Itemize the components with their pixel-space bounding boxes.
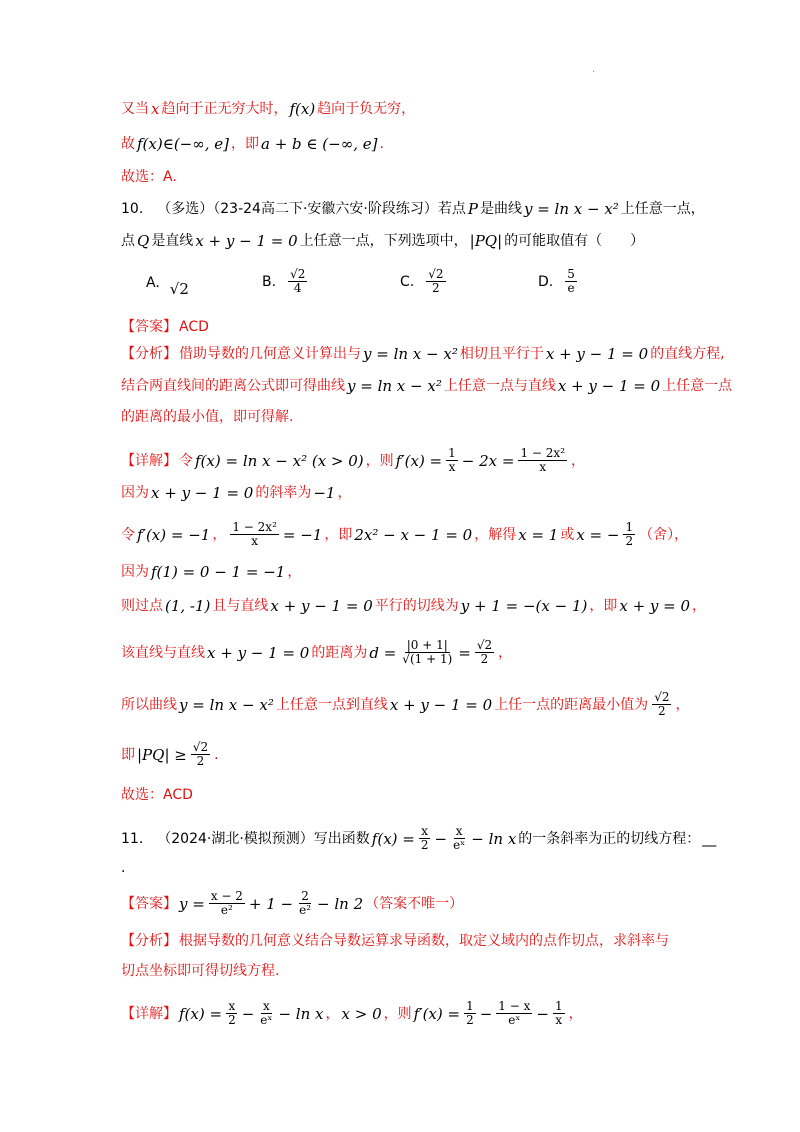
math: Q [137,232,150,250]
text: 平行的切线为 [374,598,459,614]
detail-line-7 [121,691,740,718]
denominator: 2 [432,281,440,295]
text: 结合两直线间的距离公式即可得曲线 [121,378,345,394]
math: d = [369,643,397,662]
detail-line-5 [121,595,740,617]
text: ， [337,485,352,501]
detail-line-2 [121,482,740,504]
text: ，则 [383,1005,412,1022]
answer-line [121,316,740,338]
option-label: D. [538,273,554,290]
question-10-line-2 [121,230,740,252]
text: 上任意一点到直线 [275,696,388,713]
text: ，即 [324,526,353,543]
math: f′(x) = [395,451,443,470]
question-11-line-2 [121,857,740,879]
page-dot: . [592,64,596,75]
detail-tag: 【详解】 [121,452,177,469]
math: f(x) = ln x − x² (x > 0) [195,451,364,470]
text: . [214,746,219,763]
fraction [565,268,577,295]
analysis-line-3 [121,406,740,428]
math: f(x) = [179,1004,223,1023]
text: 因为 [121,485,149,501]
math: f(x)∈(−∞, e] [137,135,229,153]
math: y = ln x − x² [363,345,458,363]
denominator: e² [220,903,233,917]
math: x + y − 1 = 0 [270,597,373,615]
answer-blank: __ [702,830,717,847]
fraction [446,447,458,474]
math: x + y = 0 [619,597,691,615]
fraction [464,1000,476,1027]
math: x + y − 1 = 0 [389,695,493,714]
text: ，则 [365,452,394,469]
text: 的距离的最小值，即可得解. [121,409,294,425]
detail-line-1 [121,447,740,474]
detail-line-4 [121,561,740,583]
fraction [623,521,635,548]
math: y = ln x − x² [523,200,619,218]
detail-line-9 [121,784,740,806]
question-11-line-1 [121,825,740,852]
text: 借助导数的几何意义计算出与 [179,346,361,362]
math: (1, -1) [165,597,211,615]
math: x + y − 1 = 0 [545,345,649,363]
numerator: x − 2 [210,889,243,903]
numerator: 1 − x [498,999,531,1013]
numerator: x [421,824,429,838]
text: 所以曲线 [121,696,177,713]
math: P [467,200,478,218]
fraction [288,268,307,295]
math: f′(x) = −1 [137,525,211,544]
text: ，解得 [474,526,517,543]
text: 则过点 [121,598,163,614]
q11-analysis-line-1 [121,930,740,952]
numerator: x [262,999,270,1013]
math: y = ln x − x² [347,377,442,395]
text: 趋向于正无穷大时， [161,101,288,117]
math: − [479,1004,493,1023]
numerator: x [455,824,463,838]
text: 或 [560,526,575,543]
fraction [258,1000,274,1027]
option-b [262,268,309,295]
math: − [241,1004,255,1023]
numerator: 2 [301,889,309,903]
text: 的直线方程, [650,346,725,362]
option-c [400,268,448,295]
text-line-1 [121,98,740,120]
text: ， [571,452,585,469]
math: − [536,1004,549,1023]
denominator: 2 [420,838,429,852]
detail-tag: 【详解】 [121,1005,177,1022]
fraction [297,890,313,917]
denominator: 2 [658,704,666,718]
text: ， [692,598,707,614]
detail-line-8 [121,741,740,768]
option-label: C. [400,273,415,290]
numerator: 1 − 2x² [520,446,565,460]
math: x = 1 [518,525,559,544]
denominator: x [555,1013,563,1027]
math: x > 0 [341,1004,382,1023]
fraction [400,639,454,666]
fraction [496,1000,532,1027]
text: 的可能取值有（ ） [504,233,645,249]
text: 是直线 [151,233,194,249]
math: |PQ| [469,232,503,250]
fraction [451,825,467,852]
numerator: √2 [290,267,306,281]
fraction [553,1000,565,1027]
option-label: B. [262,273,277,290]
numerator: 1 [466,999,474,1013]
text: ， [212,526,227,543]
math: x [151,100,160,118]
denominator: 2 [196,754,205,768]
analysis-line-1 [121,343,740,365]
denominator: 2 [480,652,489,666]
text: 上任意一点 [662,378,733,394]
text: ， [568,1005,583,1022]
text-line-2 [121,133,740,155]
math: |PQ| ≥ [137,745,187,764]
text: ， [287,564,302,580]
numerator: √2 [476,638,493,652]
math: a + b ∈ (−∞, e] [261,135,378,153]
text: ，即 [231,136,259,152]
text: ， [675,696,690,713]
math: − ln 2 [317,894,364,913]
analysis-tag: 【分析】 [121,933,177,949]
denominator: x [539,460,547,474]
text: 是曲线 [479,201,522,217]
math: − 2x = [461,451,515,470]
text: 因为 [121,564,149,580]
text: 令 [179,452,193,469]
q11-detail-line-1 [121,1000,740,1027]
question-number: 11. [121,830,144,847]
fraction [209,890,245,917]
fraction [518,447,567,474]
denominator: eˣ [508,1013,521,1027]
fraction [191,741,210,768]
math: = −1 [282,525,323,544]
denominator: √(1 + 1) [402,652,453,666]
denominator: 2 [228,1013,236,1027]
math: − ln x [278,1004,324,1023]
text: 相切且平行于 [459,346,544,362]
q11-analysis-line-2 [121,960,740,982]
fraction [652,691,671,718]
math: y + 1 = −(x − 1) [460,597,588,615]
fraction [475,639,494,666]
text: 上任意一点与直线 [443,378,556,394]
numerator: √2 [428,267,444,281]
text: ， [498,644,513,661]
text-line-3 [121,166,740,188]
text: ， [325,1005,340,1022]
numerator: 1 [554,999,563,1013]
option-d [538,268,579,295]
text: 故 [121,136,135,152]
denominator: eˣ [260,1013,273,1027]
text: 又当 [121,101,149,117]
math: − ln x [471,829,517,848]
text: 令 [121,526,135,543]
denominator: x [251,534,258,548]
detail-line-3 [121,521,740,548]
math: x + y − 1 = 0 [207,643,310,662]
text: 的距离为 [311,644,368,661]
text: . [379,136,384,152]
math: 2x² − x − 1 = 0 [354,525,473,544]
math: f′(x) = [413,1004,461,1023]
text: 上任一点的距离最小值为 [494,696,649,713]
denominator: 2 [466,1013,474,1027]
math: = [458,643,471,662]
text: 切点坐标即可得切线方程. [121,963,280,979]
denominator: 4 [293,281,302,295]
denominator: e² [299,903,312,917]
text: 该直线与直线 [121,644,205,661]
numerator: √2 [192,740,209,754]
numerator: |0 + 1| [406,638,448,652]
text: 点 [121,233,135,249]
math: f(x) [289,100,316,118]
numerator: 5 [567,267,575,281]
numerator: 1 − 2x² [232,520,277,534]
denominator: eˣ [453,838,466,852]
fraction [230,521,279,548]
text: ，即 [589,598,618,614]
question-10-line-1 [121,198,740,220]
fraction [226,1000,238,1027]
text: （舍）， [639,526,689,543]
answer-tag: 【答案】 [121,895,177,912]
fraction [426,268,445,295]
math: y = ln x − x² [179,695,274,714]
math: x + y − 1 = 0 [151,484,254,502]
text: 即 [121,746,135,763]
text: 的斜率为 [255,485,312,501]
analysis-line-2 [121,375,740,397]
math: f(x) = [371,829,415,848]
math: f(1) = 0 − 1 = −1 [151,563,286,581]
math: x + y − 1 = 0 [557,377,661,395]
math: −1 [313,484,336,502]
option-label: A. [146,275,160,291]
text: 且与直线 [212,598,269,614]
answer-value: ACD [179,319,209,335]
text: （答案不唯一） [365,895,464,912]
q11-answer-line [121,890,740,917]
text: 根据导数的几何意义结合导数运算求导函数，取定义域内的点作切点，求斜率与 [179,933,669,949]
math: x + y − 1 = 0 [195,232,298,250]
numerator: x [228,999,236,1013]
math: x = − [576,525,620,544]
text: 故选：ACD [121,787,193,803]
text: . [121,860,126,876]
answer-tag: 【答案】 [121,319,177,335]
text: 上任意一点， [620,201,705,217]
text: 的一条斜率为正的切线方程： [518,830,701,847]
fraction [419,825,431,852]
text: 故选：A. [121,169,177,185]
math: y = [179,894,205,913]
denominator: 2 [625,534,634,548]
denominator: x [448,460,456,474]
option-a [146,268,189,298]
denominator: e [567,281,575,295]
text: （2024·湖北·模拟预测）写出函数 [157,830,370,847]
text: 上任意一点，下列选项中， [299,233,468,249]
question-number: 10. [121,201,144,217]
numerator: √2 [654,690,670,704]
option-value: √2 [169,280,189,298]
detail-line-6 [121,639,740,666]
text: 趋向于负无穷， [317,101,416,117]
text: （多选）（23-24高二下·安徽六安·阶段练习）若点 [157,201,466,217]
numerator: 1 [448,446,456,460]
analysis-tag: 【分析】 [121,346,177,362]
math: + 1 − [248,894,294,913]
math: − [434,829,448,848]
numerator: 1 [625,520,634,534]
